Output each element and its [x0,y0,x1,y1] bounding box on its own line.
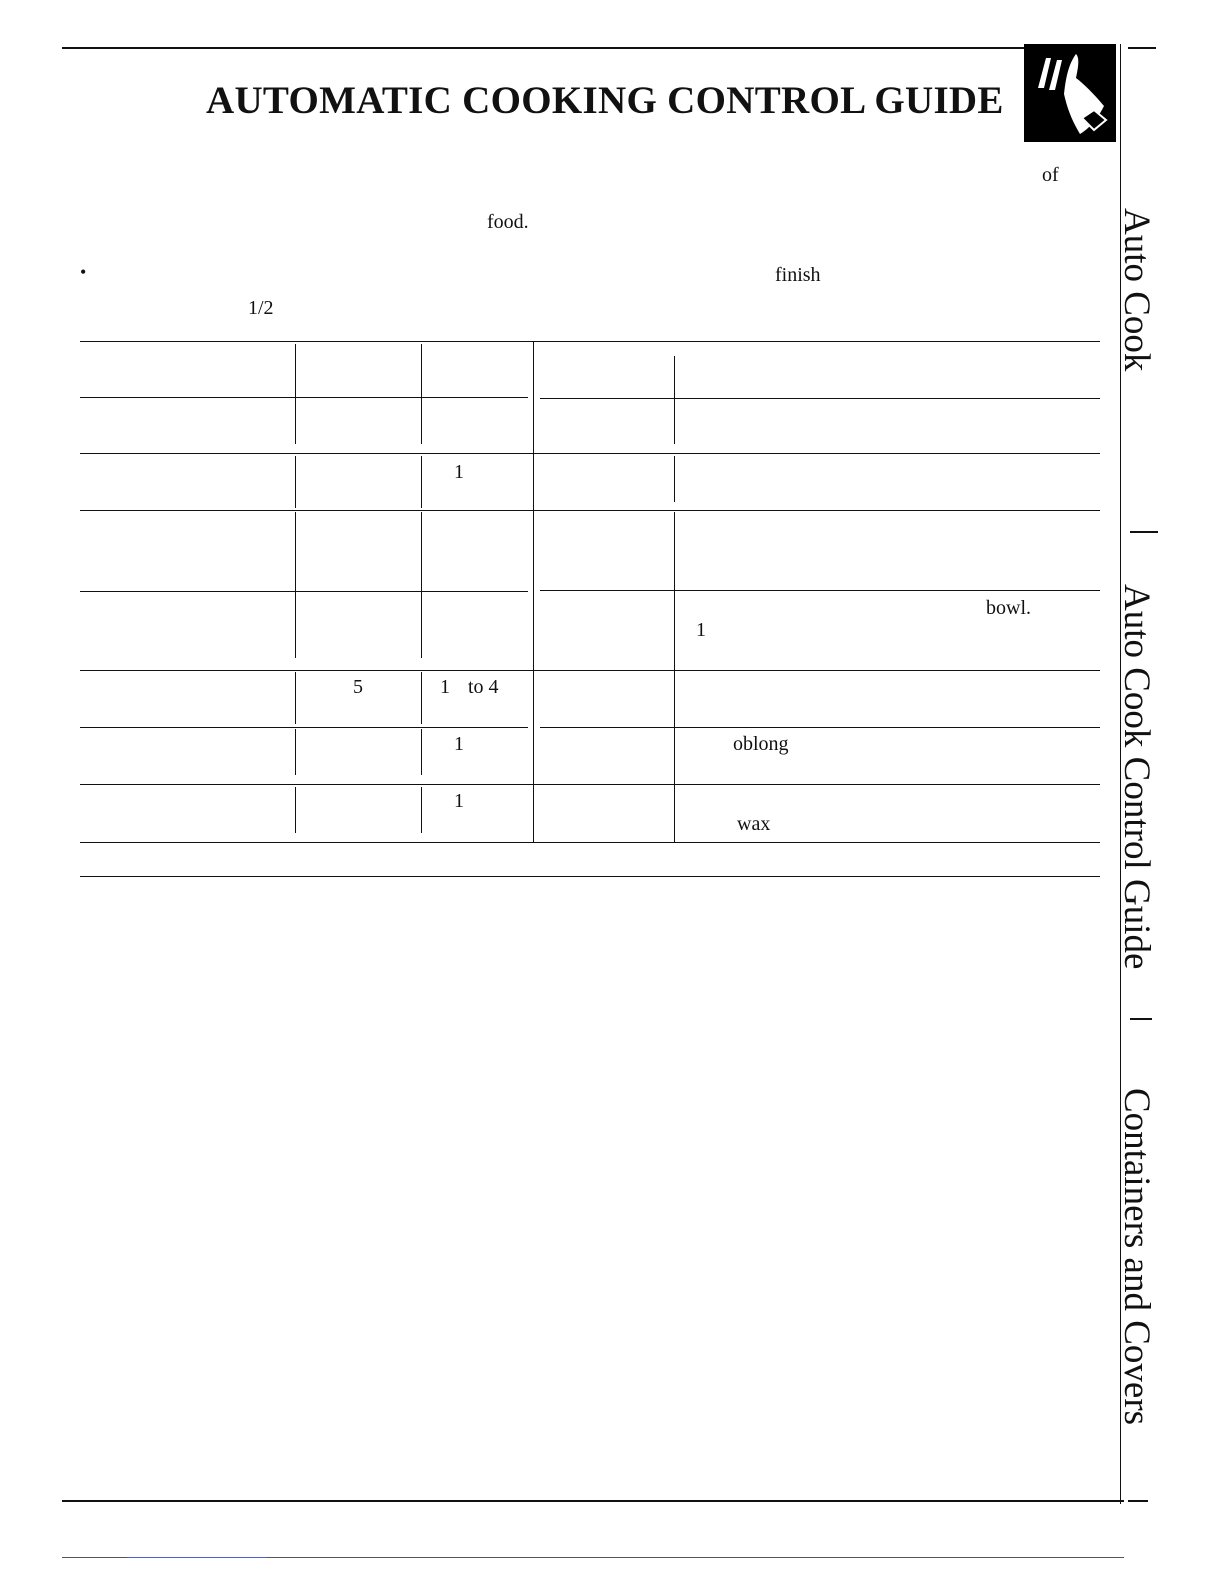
footer-link-underline [127,1557,267,1558]
col-rule-4c [674,512,675,843]
side-tab-auto-cook-control-guide: Auto Cook Control Guide [1116,584,1157,970]
side-tab-auto-cook: Auto Cook [1116,208,1157,372]
hand-pressing-button-icon [1024,44,1116,142]
intro-fragment-of: of [1042,164,1059,186]
table-cell: 1 [696,619,706,641]
row-rule-5-right [540,727,1100,728]
intro-fragment-finish: finish [775,264,821,286]
table-cell: to 4 [468,676,499,698]
intro-fragment-food: food. [487,211,529,233]
side-tab-containers-and-covers: Containers and Covers [1116,1088,1157,1426]
table-cell: 1 [454,733,464,755]
col-rule-4b [674,456,675,502]
col-rule-1f [295,787,296,833]
table-cell: oblong [733,733,789,755]
col-rule-1a [295,344,296,444]
col-rule-1b [295,456,296,508]
bottom-rule [62,1500,1124,1502]
row-rule-7 [80,842,1100,843]
col-rule-4a [674,356,675,444]
col-rule-2a [421,344,422,444]
row-rule-2 [80,510,1100,511]
side-tick [1130,1018,1152,1020]
col-rule-1d [295,672,296,724]
header-rule-left [80,397,528,398]
col-rule-1e [295,729,296,775]
col-rule-2f [421,787,422,833]
row-rule-4 [80,670,1100,671]
row-rule-3-right [540,590,1100,591]
col-rule-2d [421,672,422,724]
table-top-rule [80,341,1100,342]
col-rule-2e [421,729,422,775]
intro-fragment-half: 1/2 [248,297,274,319]
col-rule-2b [421,456,422,508]
table-cell: 5 [353,676,363,698]
row-rule-3-left [80,591,528,592]
col-rule-3 [533,341,534,843]
table-bottom-rule [80,876,1100,877]
table-cell: 1 [454,790,464,812]
side-tick-top [1128,47,1156,49]
bullet: • [80,262,87,282]
side-tick-bottom [1128,1500,1148,1502]
row-rule-6 [80,784,1100,785]
top-rule [62,47,1114,49]
table-cell: wax [737,813,771,835]
table-cell: bowl. [986,597,1031,619]
row-rule-5-left [80,727,528,728]
row-rule-1 [80,453,1100,454]
table-cell: 1 [454,461,464,483]
col-rule-1c [295,512,296,658]
table-cell: 1 [440,676,450,698]
col-rule-2c [421,512,422,658]
page-title: AUTOMATIC COOKING CONTROL GUIDE [206,79,1004,122]
header-rule-right [540,398,1100,399]
side-tick [1130,531,1158,533]
